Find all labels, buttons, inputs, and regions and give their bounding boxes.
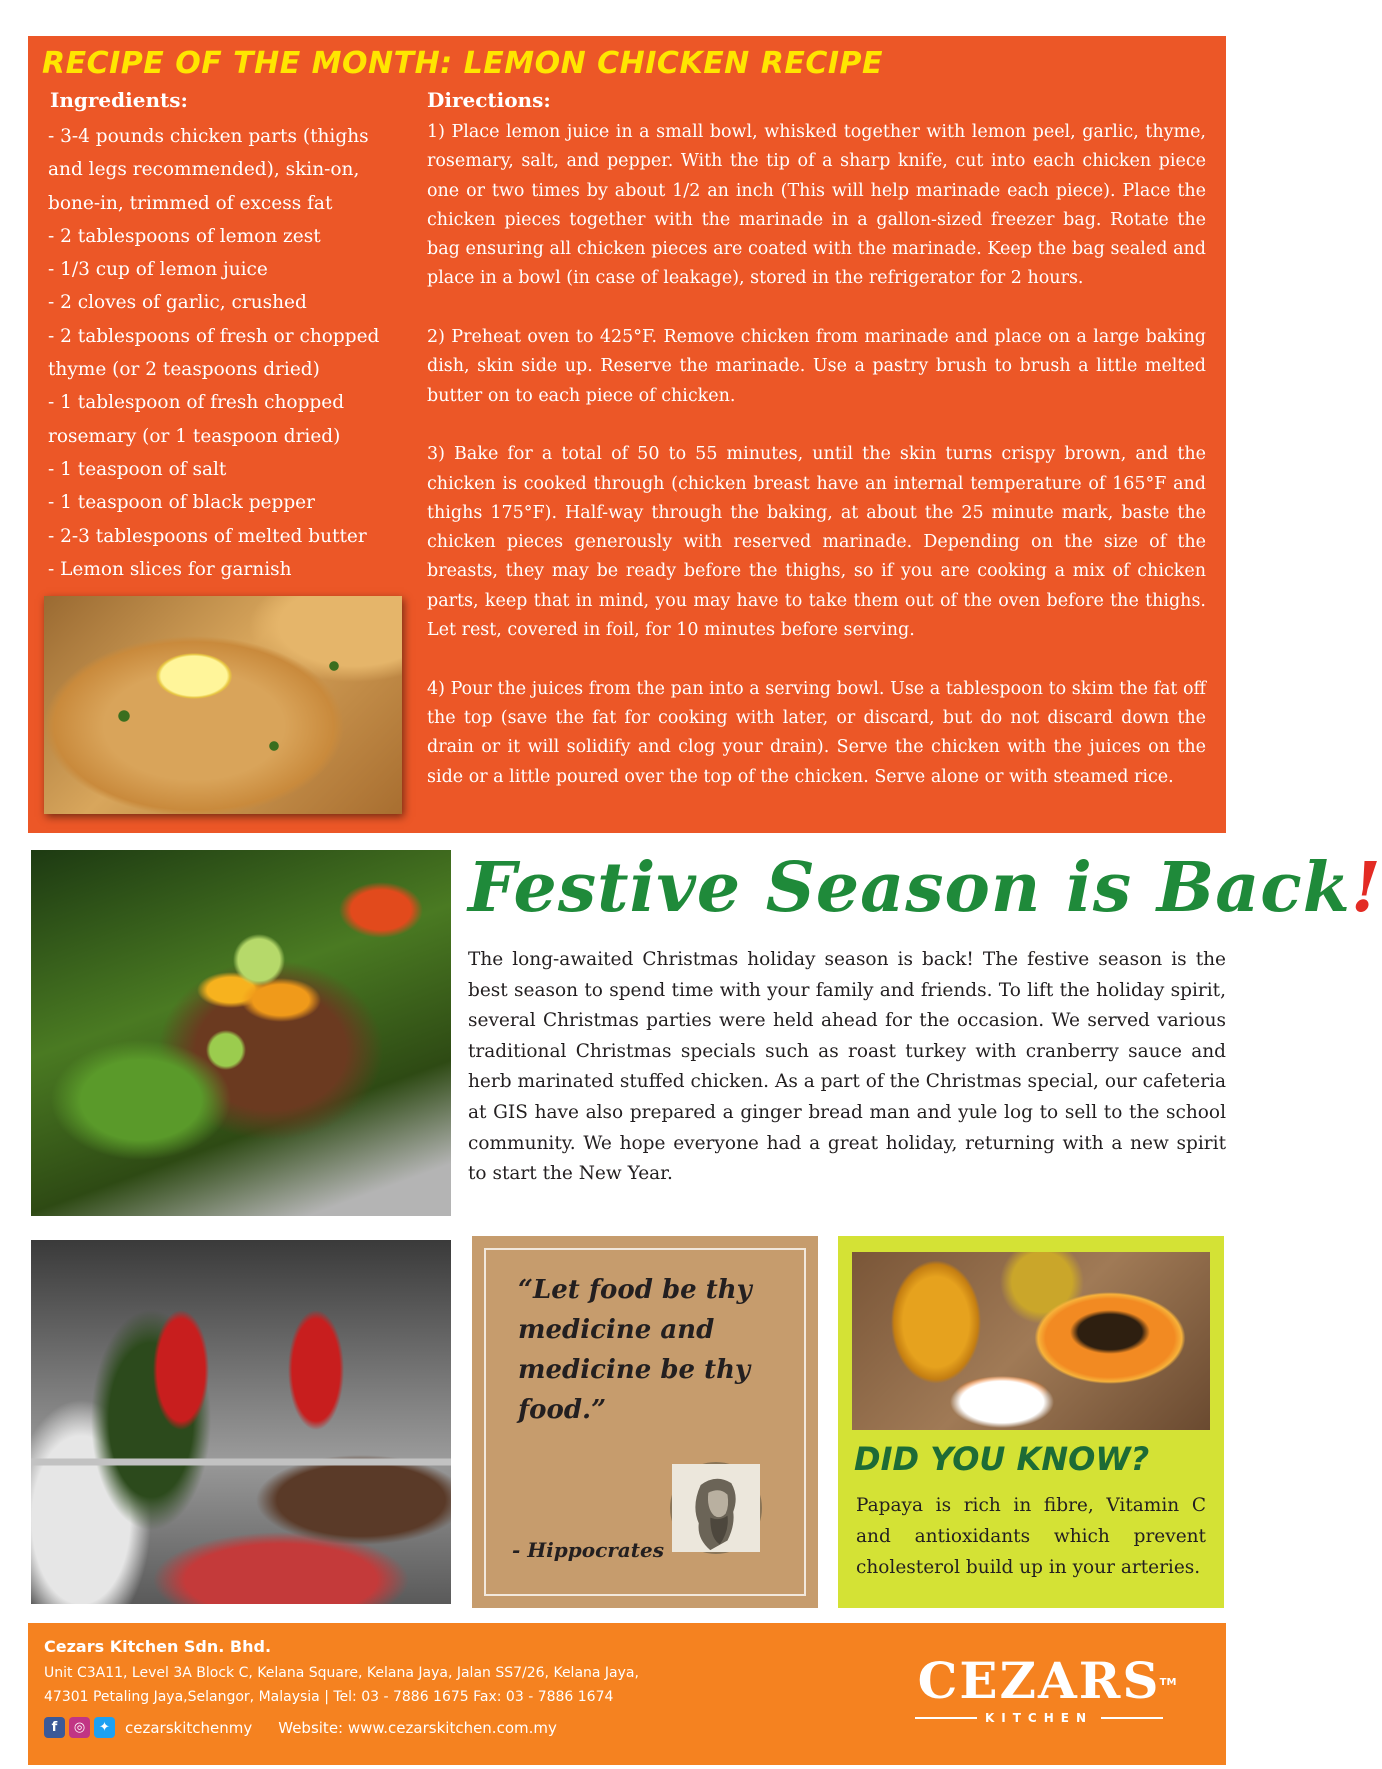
address-line-1: Unit C3A11, Level 3A Block C, Kelana Square, Kelana Jaya, Jalan SS7/26, Kelana Jaya, [44, 1665, 639, 1681]
ingredients-list [48, 120, 398, 586]
did-you-know-panel [838, 1236, 1224, 1608]
social-row [44, 1717, 557, 1738]
quote-panel [472, 1236, 818, 1608]
ingredient-line: - 2 cloves of garlic, crushed [48, 292, 307, 314]
quote-text: “Let food be thy medicine and medicine be thy food.” [518, 1275, 752, 1425]
ingredients-heading: Ingredients: [50, 88, 188, 112]
hippocrates-portrait-drawing [672, 1464, 760, 1552]
ingredient-line: - 2 tablespoons of lemon zest [48, 225, 321, 247]
ingredient-line: rosemary (or 1 teaspoon dried) [48, 425, 341, 447]
papaya-photo [852, 1252, 1210, 1430]
instagram-icon[interactable]: ◎ [69, 1717, 90, 1738]
logo-main-text: CEZARS [917, 1651, 1161, 1710]
ingredient-line: - 2 tablespoons of fresh or chopped [48, 325, 380, 347]
ingredient-line: - 3-4 pounds chicken parts (thighs [48, 126, 369, 147]
logo-wordmark [917, 1651, 1177, 1710]
address-line-2: 47301 Petaling Jaya,Selangor, Malaysia | Tel: 03 - 7886 1675 Fax: 03 - 7886 1674 [44, 1689, 614, 1705]
festive-title-mark: ! [1350, 848, 1382, 928]
ingredient-line: - 2-3 tablespoons of melted butter [48, 525, 367, 547]
festive-title-text: Festive Season is Back [468, 848, 1351, 928]
logo-divider [915, 1717, 977, 1719]
footer [28, 1623, 1226, 1765]
did-you-know-title: DID YOU KNOW? [854, 1440, 1150, 1478]
hippocrates-portrait [670, 1462, 762, 1554]
directions-heading: Directions: [427, 88, 551, 112]
directions-text [427, 118, 1206, 792]
festive-article: The long-awaited Christmas holiday season is back! The festive season is the best season to spend time with your family and friends. To lift the holiday spirit, several Christmas parties were held ahead for the occasion. We served various traditional Christmas specials such as roast turkey with cranberry sauce and herb marinated stuffed chicken. As a part of the Christmas special, our cafeteria at GIS have also prepared a ginger bread man and yule log to sell to the school community. We hope everyone had a great holiday, returning with a new spirit to start the New Year. [468, 949, 1226, 1185]
ingredient-line: - Lemon slices for garnish [48, 558, 292, 580]
company-name: Cezars Kitchen Sdn. Bhd. [44, 1637, 272, 1656]
christmas-buffet-photo [31, 1240, 451, 1604]
direction-step: 3) Bake for a total of 50 to 55 minutes, until the skin turns crispy brown, and the chicken is cooked through (chicken breast have an internal temperature of 165°F and thighs 175°F). Half-way through the baking, at about the 25 minute mark, baste the chicken pieces generously with reserved marinade. Depending on the size of the breasts, they may be ready before the thighs, so if you are cooking a mix of chicken parts, keep that in mind, you may have to take them out of the oven before the thighs. Let rest, covered in foil, for 10 minutes before serving. [427, 444, 1206, 641]
direction-step: 2) Preheat oven to 425°F. Remove chicken from marinade and place on a large baking dish, skin side up. Reserve the marinade. Use a pastry brush to brush a little melted butter on to each piece of chicken. [427, 327, 1206, 406]
twitter-icon[interactable]: ✦ [94, 1717, 115, 1738]
did-you-know-text: Papaya is rich in fibre, Vitamin C and antioxidants which prevent cholesterol build up in your arteries. [856, 1495, 1206, 1578]
quote-author: - Hippocrates [512, 1538, 664, 1562]
ingredient-line: - 1 tablespoon of fresh chopped [48, 392, 345, 414]
ingredient-line: thyme (or 2 teaspoons dried) [48, 359, 320, 381]
logo-trademark: TM [1159, 1677, 1177, 1688]
logo-sub-text: KITCHEN [984, 1711, 1094, 1725]
festive-title [468, 848, 1382, 928]
ingredient-line: - 1 teaspoon of black pepper [48, 492, 315, 514]
direction-step: 4) Pour the juices from the pan into a serving bowl. Use a tablespoon to skim the fat off the top (save the fat for cooking with later, or discard, but do not discard down the drain or it will solidify and clog your drain). Serve the chicken with the juices on the side or a little poured over the top of the chicken. Serve alone or with steamed rice. [427, 678, 1206, 787]
recipe-panel [28, 36, 1226, 833]
social-handle[interactable]: cezarskitchenmy [125, 1718, 253, 1737]
ingredient-line: - 1 teaspoon of salt [48, 458, 227, 480]
direction-step: 1) Place lemon juice in a small bowl, whisked together with lemon peel, garlic, thyme, rosemary, salt, and pepper. With the tip of a sharp knife, cut into each chicken piece one or two times by about 1/2 an inch (This will help marinade each piece). Place the chicken pieces together with the marinade in a gallon-sized freezer bag. Rotate the bag ensuring all chicken pieces are coated with the marinade. Keep the bag sealed and place in a bowl (in case of leakage), stored in the refrigerator for 2 hours. [427, 122, 1206, 289]
ingredient-line: - 1/3 cup of lemon juice [48, 259, 268, 281]
facebook-icon[interactable]: f [44, 1717, 65, 1738]
cezars-kitchen-logo [904, 1651, 1177, 1725]
festive-food-photo [31, 850, 451, 1216]
ingredient-line: bone-in, trimmed of excess fat [48, 192, 333, 214]
ingredient-line: and legs recommended), skin-on, [48, 159, 360, 181]
logo-divider [1101, 1717, 1163, 1719]
recipe-title: RECIPE OF THE MONTH: LEMON CHICKEN RECIPE [42, 46, 883, 81]
lemon-chicken-photo [44, 596, 402, 814]
logo-subline [904, 1711, 1174, 1725]
website-link[interactable]: Website: www.cezarskitchen.com.my [278, 1718, 557, 1737]
